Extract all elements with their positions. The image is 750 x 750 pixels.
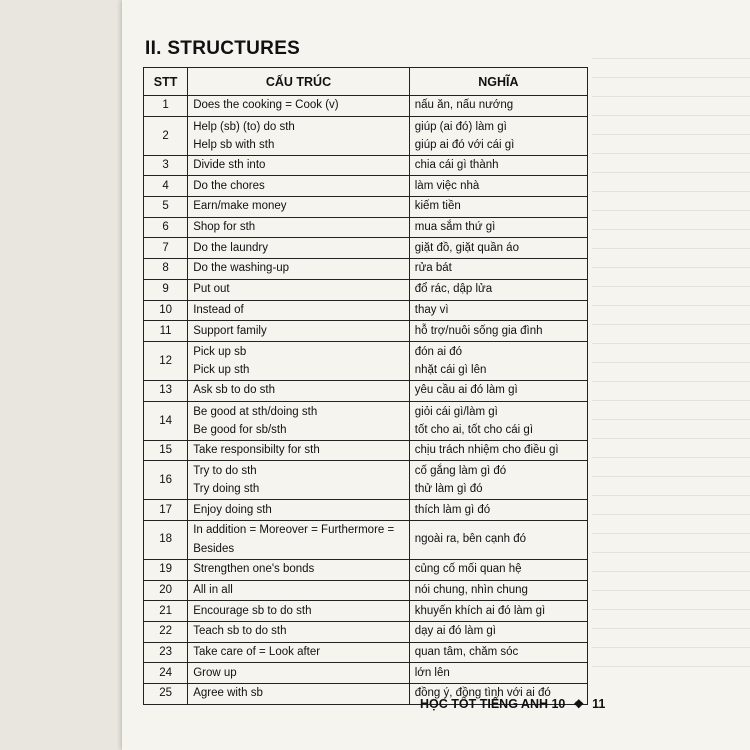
table-row [144, 380, 588, 401]
row-stt: 21 [144, 601, 188, 622]
meaning-line: nhặt cái gì lên [414, 363, 487, 376]
structure-line: Pick up sb [193, 345, 247, 358]
row-structure [188, 116, 410, 155]
row-meaning [409, 155, 587, 176]
row-structure [188, 96, 410, 117]
header-structure: CẤU TRÚC [188, 68, 410, 96]
row-meaning [409, 197, 587, 218]
diamond-separator-icon: ❖ [573, 697, 585, 711]
row-structure [188, 642, 410, 663]
bleed-through-texture [592, 40, 750, 680]
row-structure [188, 197, 410, 218]
structure-line: Be good at sth/doing sth [193, 405, 318, 418]
table-row [144, 663, 588, 684]
meaning-line: ngoài ra, bên cạnh đó [414, 533, 527, 546]
structure-line: All in all [193, 583, 233, 596]
row-meaning [409, 279, 587, 300]
meaning-line: củng cố mối quan hệ [414, 563, 522, 576]
row-meaning [409, 401, 587, 440]
row-structure [188, 520, 410, 559]
row-stt: 12 [144, 341, 188, 380]
table-row [144, 622, 588, 643]
meaning-line: chia cái gì thành [414, 159, 499, 172]
table-body [144, 96, 588, 705]
row-structure [188, 601, 410, 622]
meaning-line: yêu cầu ai đó làm gì [414, 384, 518, 397]
table-row [144, 500, 588, 521]
table-row [144, 601, 588, 622]
row-stt: 5 [144, 197, 188, 218]
row-stt: 22 [144, 622, 188, 643]
row-meaning [409, 217, 587, 238]
row-meaning [409, 622, 587, 643]
row-stt: 7 [144, 238, 188, 259]
row-structure [188, 684, 410, 705]
structure-line: Do the laundry [193, 241, 268, 254]
row-meaning [409, 440, 587, 461]
meaning-line: đón ai đó [414, 345, 463, 358]
row-structure [188, 238, 410, 259]
row-structure [188, 440, 410, 461]
table-row [144, 217, 588, 238]
table-row [144, 300, 588, 321]
meaning-line: đồng ý, đồng tình với ai đó [414, 687, 551, 700]
row-structure [188, 217, 410, 238]
row-stt: 8 [144, 259, 188, 280]
row-meaning [409, 300, 587, 321]
structure-line: Put out [193, 283, 230, 296]
row-structure [188, 380, 410, 401]
row-stt: 13 [144, 380, 188, 401]
row-stt: 18 [144, 520, 188, 559]
row-meaning [409, 176, 587, 197]
meaning-line: thử làm gì đó [414, 483, 483, 496]
table-row [144, 176, 588, 197]
structure-line: Try to do sth [193, 465, 257, 478]
meaning-line: giúp ai đó với cái gì [414, 138, 515, 151]
meaning-line: rửa bát [414, 262, 452, 275]
structure-line: Help sb with sth [193, 138, 275, 151]
meaning-line: làm việc nhà [414, 179, 480, 192]
structure-line: Divide sth into [193, 159, 266, 172]
meaning-line: giúp (ai đó) làm gì [414, 120, 507, 133]
meaning-line: giỏi cái gì/làm gì [414, 405, 498, 418]
row-stt: 15 [144, 440, 188, 461]
row-stt: 10 [144, 300, 188, 321]
structure-line: Grow up [193, 666, 237, 679]
row-structure [188, 176, 410, 197]
row-structure [188, 321, 410, 342]
table-row [144, 279, 588, 300]
row-meaning [409, 663, 587, 684]
table-row [144, 559, 588, 580]
table-row [144, 341, 588, 380]
meaning-line: khuyến khích ai đó làm gì [414, 604, 546, 617]
row-stt: 9 [144, 279, 188, 300]
row-stt: 25 [144, 684, 188, 705]
table-row [144, 321, 588, 342]
structure-line: Earn/make money [193, 200, 287, 213]
structure-line: Teach sb to do sth [193, 625, 287, 638]
meaning-line: dạy ai đó làm gì [414, 625, 496, 638]
table-row [144, 520, 588, 559]
meaning-line: hỗ trợ/nuôi sống gia đình [414, 324, 543, 337]
row-stt: 17 [144, 500, 188, 521]
section-heading: II. STRUCTURES [145, 38, 301, 59]
structure-line: Do the chores [193, 179, 265, 192]
table-row [144, 155, 588, 176]
meaning-line: lớn lên [414, 666, 450, 679]
row-stt: 19 [144, 559, 188, 580]
meaning-line: cố gắng làm gì đó [414, 465, 507, 478]
row-meaning [409, 520, 587, 559]
structure-line: Be good for sb/sth [193, 423, 287, 436]
meaning-line: đổ rác, dập lửa [414, 283, 493, 296]
structure-line: Strengthen one's bonds [193, 563, 315, 576]
table-row [144, 116, 588, 155]
structure-line: Instead of [193, 303, 244, 316]
row-structure [188, 559, 410, 580]
meaning-line: thay vì [414, 303, 449, 316]
row-meaning [409, 380, 587, 401]
meaning-line: nói chung, nhìn chung [414, 583, 528, 596]
table-row [144, 238, 588, 259]
meaning-line: quan tâm, chăm sóc [414, 646, 519, 659]
row-structure [188, 461, 410, 500]
meaning-line: thích làm gì đó [414, 503, 491, 516]
table-row [144, 401, 588, 440]
row-structure [188, 155, 410, 176]
row-stt: 1 [144, 96, 188, 117]
meaning-line: kiếm tiền [414, 200, 461, 213]
row-meaning [409, 321, 587, 342]
header-stt: STT [144, 68, 188, 96]
structure-line: In addition = Moreover = Furthermore = Besides [193, 523, 395, 555]
row-stt: 16 [144, 461, 188, 500]
row-meaning [409, 259, 587, 280]
row-meaning [409, 580, 587, 601]
row-meaning [409, 601, 587, 622]
table-row [144, 461, 588, 500]
structure-line: Do the washing-up [193, 262, 290, 275]
meaning-line: nấu ăn, nấu nướng [414, 99, 514, 112]
row-meaning [409, 559, 587, 580]
footer-book-title: HỌC TỐT TIẾNG ANH 10 [420, 697, 566, 711]
row-stt: 4 [144, 176, 188, 197]
row-structure [188, 580, 410, 601]
table-row [144, 642, 588, 663]
row-structure [188, 401, 410, 440]
header-meaning: NGHĨA [409, 68, 587, 96]
structures-table [143, 67, 588, 705]
structure-line: Help (sb) (to) do sth [193, 120, 295, 133]
row-meaning [409, 642, 587, 663]
row-stt: 14 [144, 401, 188, 440]
row-stt: 11 [144, 321, 188, 342]
structure-line: Encourage sb to do sth [193, 604, 312, 617]
row-stt: 2 [144, 116, 188, 155]
page-footer [420, 697, 605, 711]
meaning-line: tốt cho ai, tốt cho cái gì [414, 423, 534, 436]
meaning-line: chịu trách nhiệm cho điều gì [414, 443, 559, 456]
row-meaning [409, 341, 587, 380]
structure-line: Try doing sth [193, 483, 260, 496]
table-row [144, 440, 588, 461]
row-structure [188, 259, 410, 280]
row-structure [188, 300, 410, 321]
row-structure [188, 500, 410, 521]
row-stt: 6 [144, 217, 188, 238]
structure-line: Ask sb to do sth [193, 384, 276, 397]
structure-line: Support family [193, 324, 267, 337]
structure-line: Agree with sb [193, 687, 263, 700]
structure-line: Enjoy doing sth [193, 503, 272, 516]
meaning-line: giặt đồ, giặt quần áo [414, 241, 519, 254]
table-header-row [144, 68, 588, 96]
table-row [144, 96, 588, 117]
row-stt: 20 [144, 580, 188, 601]
row-structure [188, 622, 410, 643]
table-row [144, 259, 588, 280]
row-stt: 23 [144, 642, 188, 663]
structure-line: Does the cooking = Cook (v) [193, 99, 339, 112]
row-meaning [409, 96, 587, 117]
page-number: 11 [592, 697, 606, 711]
table-row [144, 197, 588, 218]
row-meaning [409, 116, 587, 155]
structure-line: Take care of = Look after [193, 646, 321, 659]
row-meaning [409, 500, 587, 521]
structure-line: Shop for sth [193, 221, 256, 234]
structure-line: Take responsibilty for sth [193, 443, 320, 456]
row-structure [188, 341, 410, 380]
row-structure [188, 663, 410, 684]
row-stt: 3 [144, 155, 188, 176]
row-structure [188, 279, 410, 300]
row-stt: 24 [144, 663, 188, 684]
table-row [144, 580, 588, 601]
row-meaning [409, 238, 587, 259]
meaning-line: mua sắm thứ gì [414, 221, 496, 234]
structure-line: Pick up sth [193, 363, 250, 376]
row-meaning [409, 461, 587, 500]
